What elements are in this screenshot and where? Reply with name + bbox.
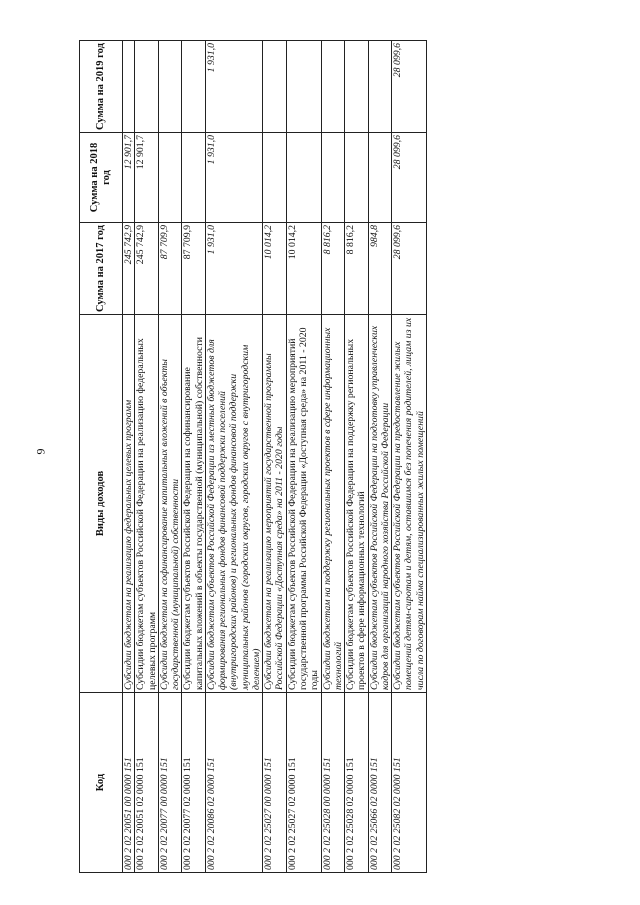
table-row (263, 41, 287, 873)
row-sum-2019: 28 099,6 (392, 41, 427, 133)
row-sum-2018 (263, 133, 287, 223)
row-sum-2018 (182, 133, 206, 223)
header-sum-2019: Сумма на 2019 год (80, 41, 123, 133)
row-sum-2019: 1 931,0 (205, 41, 262, 133)
header-sum-2018: Сумма на 2018 год (80, 133, 123, 223)
row-sum-2019 (368, 41, 392, 133)
row-sum-2019 (123, 41, 135, 133)
row-sum-2019 (182, 41, 206, 133)
row-sum-2018 (286, 133, 321, 223)
row-sum-2017: 984,8 (368, 223, 392, 315)
row-sum-2018 (345, 133, 369, 223)
row-sum-2018: 12 901,7 (123, 133, 135, 223)
row-code: 000 2 02 25028 00 0000 151 (321, 693, 345, 873)
row-code: 000 2 02 25082 02 0000 151 (392, 693, 427, 873)
row-sum-2017: 245 742,9 (123, 223, 135, 315)
row-sum-2018: 1 931,0 (205, 133, 262, 223)
row-sum-2017: 87 709,9 (182, 223, 206, 315)
row-sum-2017: 28 099,6 (392, 223, 427, 315)
row-sum-2017: 1 931,0 (205, 223, 262, 315)
row-sum-2018 (321, 133, 345, 223)
row-sum-2019 (345, 41, 369, 133)
row-income-type: Субсидии бюджетам субъектов Российской Федерации на софинансирование капитальных вложений в объекты государственной (муниципальной) собственности (182, 315, 206, 693)
table-row (286, 41, 321, 873)
row-income-type: Субсидии бюджетам на поддержку региональных проектов в сфере информационных технологий (321, 315, 345, 693)
header-sum-2017: Сумма на 2017 год (80, 223, 123, 315)
row-code: 000 2 02 20077 02 0000 151 (182, 693, 206, 873)
row-code: 000 2 02 20051 00 0000 151 (123, 693, 135, 873)
row-code: 000 2 02 20077 00 0000 151 (158, 693, 182, 873)
table-row (182, 41, 206, 873)
table-row (368, 41, 392, 873)
table-row (392, 41, 427, 873)
row-income-type: Субсидии бюджетам на софинансирование капитальных вложений в объекты государственной (муниципальной) собственности (158, 315, 182, 693)
income-table (79, 40, 427, 873)
row-sum-2017: 87 709,9 (158, 223, 182, 315)
row-code: 000 2 02 25027 02 0000 151 (286, 693, 321, 873)
table-row (135, 41, 159, 873)
row-income-type: Субсидии бюджетам субъектов Российской Федерации на реализацию федеральных целевых программ (135, 315, 159, 693)
page-number: 9 (33, 448, 48, 455)
row-income-type: Субсидии бюджетам на реализацию федеральных целевых программ (123, 315, 135, 693)
row-sum-2018: 12 901,7 (135, 133, 159, 223)
table-header-row (80, 41, 123, 873)
row-income-type: Субсидии бюджетам субъектов Российской Федерации на подготовку управленческих кадров для организаций народного хозяйства Российской Федерации (368, 315, 392, 693)
row-sum-2017: 10 014,2 (263, 223, 287, 315)
row-code: 000 2 02 25027 00 0000 151 (263, 693, 287, 873)
table-row (321, 41, 345, 873)
income-table-container (79, 41, 614, 873)
row-sum-2018 (158, 133, 182, 223)
header-income-type: Виды доходов (80, 315, 123, 693)
row-income-type: Субсидии бюджетам на реализацию мероприятий государственной программы Российской Федерации «Доступная среда» на 2011 - 2020 годы (263, 315, 287, 693)
row-sum-2017: 245 742,9 (135, 223, 159, 315)
row-sum-2019 (286, 41, 321, 133)
row-income-type: Субсидии бюджетам субъектов Российской Федерации на предоставление жилых помещений детям-сиротам и детям, оставшимся без попечения родителей, лицам из их числа по договорам найма специализированных жилых помещений (392, 315, 427, 693)
row-sum-2019 (135, 41, 159, 133)
row-sum-2017: 8 816,2 (345, 223, 369, 315)
row-sum-2017: 10 014,2 (286, 223, 321, 315)
row-sum-2019 (321, 41, 345, 133)
row-income-type: Субсидии бюджетам субъектов Российской Федерации из местных бюджетов для формирования региональных фондов финансовой поддержки поселений (внутригородских районов) и региональных фондов финансовой поддержки муниципальных районов (городских округов, городских округов с внутригородским делением) (205, 315, 262, 693)
row-sum-2018 (368, 133, 392, 223)
row-sum-2019 (158, 41, 182, 133)
row-code: 000 2 02 25028 02 0000 151 (345, 693, 369, 873)
table-row (205, 41, 262, 873)
row-code: 000 2 02 25066 02 0000 151 (368, 693, 392, 873)
row-code: 000 2 02 20086 02 0000 151 (205, 693, 262, 873)
row-income-type: Субсидии бюджетам субъектов Российской Федерации на поддержку региональных проектов в сфере информационных технологий (345, 315, 369, 693)
row-code: 000 2 02 20051 02 0000 151 (135, 693, 159, 873)
table-row (158, 41, 182, 873)
row-sum-2018: 28 099,6 (392, 133, 427, 223)
table-row (345, 41, 369, 873)
header-code: Код (80, 693, 123, 873)
row-sum-2017: 8 816,2 (321, 223, 345, 315)
row-income-type: Субсидии бюджетам субъектов Российской Федерации на реализацию мероприятий государственной программы Российской Федерации «Доступная среда» на 2011 - 2020 годы (286, 315, 321, 693)
table-row (123, 41, 135, 873)
row-sum-2019 (263, 41, 287, 133)
